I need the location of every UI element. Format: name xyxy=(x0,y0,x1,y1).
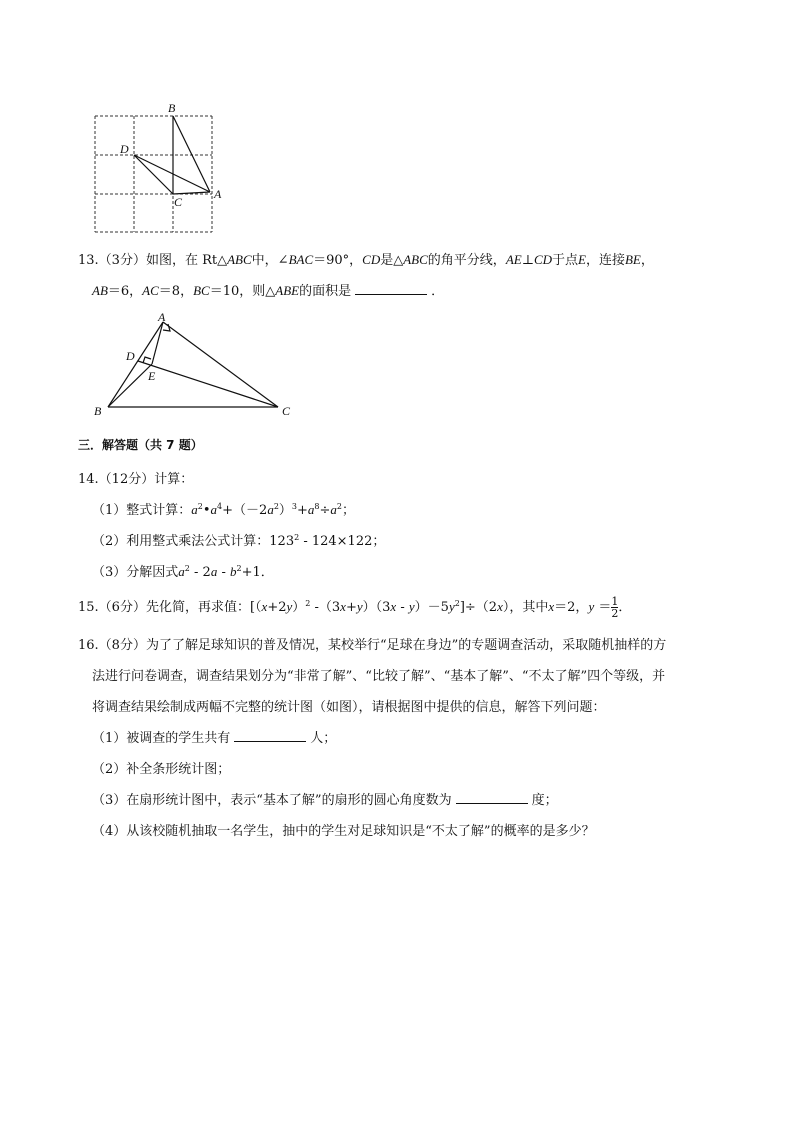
label-c2: C xyxy=(282,404,291,418)
q16-part1: （1）被调查的学生共有 人； xyxy=(92,731,337,746)
label-b: B xyxy=(168,101,176,115)
label-d2: D xyxy=(126,349,135,363)
answer-blank-q13[interactable] xyxy=(355,283,427,295)
q14-stem: 14.（12分）计算： xyxy=(78,472,194,487)
answer-blank-q16-3[interactable] xyxy=(456,792,528,804)
q16-part3: （3）在扇形统计图中，表示“基本了解”的扇形的圆心角度数为 度； xyxy=(92,793,558,808)
grid-figure xyxy=(90,98,240,238)
q16-part2: （2）补全条形统计图； xyxy=(92,762,231,777)
triangle-abc-lines xyxy=(108,322,278,407)
q13-line1: 13.（3分）如图，在 Rt△ABC中，∠BAC＝90°，CD是△ABC的角平分线，AE⊥CD于点E，连接BE， xyxy=(78,252,654,268)
answer-blank-q16-1[interactable] xyxy=(234,730,306,742)
label-b2: B xyxy=(94,404,102,418)
q13-line2: AB＝6，AC＝8，BC＝10，则△ABE的面积是 ． xyxy=(92,283,445,299)
label-c: C xyxy=(174,195,183,209)
q14-part3: （3）分解因式$a^2 - 2a - b^2+1$． xyxy=(92,564,274,580)
q16-line2: 法进行问卷调查，调查结果划分为“非常了解”、“比较了解”、“基本了解”、“不太了解”四个等级，并 xyxy=(92,669,666,684)
q14-part2: （2）利用整式乘法公式计算：$123^2 - 124\times 122$； xyxy=(92,533,386,549)
label-d: D xyxy=(120,142,129,156)
label-a: A xyxy=(214,187,222,201)
triangle-figure xyxy=(90,308,300,420)
q14-part1: （1）整式计算：$a^2•a^4+(-2a^2)^3+a^8\div a^2$； xyxy=(92,502,356,518)
label-a2: A xyxy=(158,310,166,324)
q15-line: 15.（6分）先化简，再求值：[$(x+2y)^2$ $-(3x+y)(3x - y)-5y^2]\div(2x)$，其中x＝2，y ＝ $\frac{1}{2}$ ． xyxy=(78,595,632,620)
q16-line3: 将调查结果绘制成两幅不完整的统计图（如图），请根据图中提供的信息，解答下列问题： xyxy=(92,700,606,715)
label-e2: E xyxy=(148,369,156,383)
q16-line1: 16.（8分）为了了解足球知识的普及情况，某校举行“足球在身边”的专题调查活动，采取随机抽样的方 xyxy=(78,638,667,653)
fraction-half: $\frac{1}{2}$ xyxy=(611,595,619,620)
section-title: 三．解答题（共 7 题） xyxy=(78,438,203,452)
q16-part4: （4）从该校随机抽取一名学生，抽中的学生对足球知识是“不太了解”的概率的是多少？ xyxy=(92,824,595,839)
